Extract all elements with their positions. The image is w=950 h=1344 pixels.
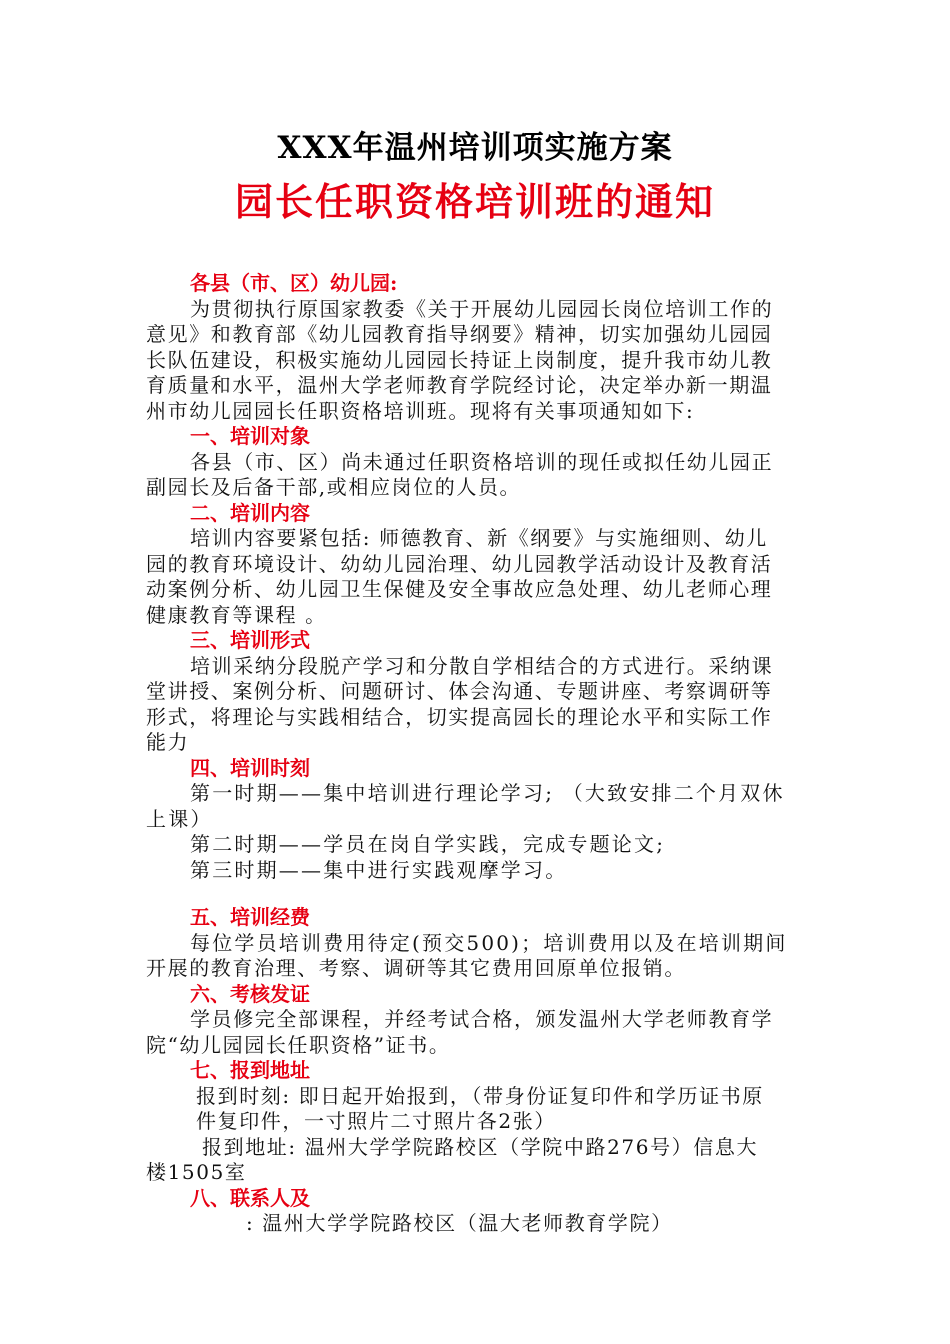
document-title: XXX年温州培训项实施方案	[277, 130, 673, 166]
section-5-line: 每位学员培训费用待定(预交500)；培训费用以及在培训期间	[190, 930, 788, 955]
intro-line: 意见》和教育部《幼儿园教育指导纲要》精神，切实加强幼儿园园	[146, 322, 773, 346]
section-6-line: 院“幼儿园园长任职资格”证书。	[146, 1032, 451, 1057]
section-3-line: 形式，将理论与实践相结合，切实提高园长的理论水平和实际工作	[146, 704, 773, 729]
section-heading-4: 四、培训时刻	[190, 755, 310, 780]
section-2-line: 园的教育环境设计、幼幼儿园治理、幼儿园教学活动设计及教育活	[146, 551, 773, 576]
section-heading-8: 八、联系人及	[190, 1185, 310, 1210]
section-4-line: 第三时期——集中进行实践观摩学习。	[190, 857, 568, 882]
section-heading-6: 六、考核发证	[190, 981, 310, 1006]
section-2-line: 健康教育等课程 。	[146, 602, 327, 627]
section-heading-5: 五、培训经费	[190, 905, 310, 929]
intro-line: 为贯彻执行原国家教委《关于开展幼儿园园长岗位培训工作的	[190, 296, 774, 321]
document-body	[146, 271, 806, 1237]
document-subtitle: 园长任职资格培训班的通知	[234, 179, 715, 224]
section-4-line: 第二时期——学员在岗自学实践，完成专题论文;	[190, 832, 666, 856]
section-heading-7: 七、报到地址	[190, 1058, 310, 1082]
section-7-line: 件复印件，一寸照片二寸照片各2张）	[196, 1109, 556, 1133]
section-1-line: 副园长及后备干部,或相应岗位的人员。	[146, 475, 522, 499]
intro-line: 长队伍建设，积极实施幼儿园园长持证上岗制度，提升我市幼儿教	[146, 347, 773, 372]
section-4-line: 第一时期——集中培训进行理论学习; （大致安排二个月双休	[190, 781, 785, 805]
section-5-line: 开展的教育治理、考察、调研等其它费用回原单位报销。	[146, 956, 686, 980]
section-7-line: 楼1505室	[146, 1160, 247, 1184]
section-heading-1: 一、培训对象	[190, 424, 310, 448]
section-8-line: : 温州大学学院路校区（温大老师教育学院）	[246, 1211, 673, 1235]
section-3-line: 能力	[146, 730, 190, 754]
salutation: 各县（市、区）幼儿园:	[190, 271, 398, 295]
section-7-line: 报到地址: 温州大学学院路校区（学院中路276号）信息大	[202, 1134, 759, 1159]
section-4-line: 上课）	[146, 806, 213, 831]
section-7-line: 报到时刻: 即日起开始报到，（带身份证复印件和学历证书原	[196, 1083, 764, 1108]
section-2-line: 培训内容要紧包括: 师德教育、新《纲要》与实施细则、幼儿	[190, 526, 768, 550]
intro-line: 州市幼儿园园长任职资格培训班。现将有关事项通知如下:	[146, 398, 695, 423]
section-heading-2: 二、培训内容	[190, 500, 310, 525]
section-1-line: 各县（市、区）尚未通过任职资格培训的现任或拟任幼儿园正	[190, 449, 774, 474]
section-3-line: 堂讲授、案例分析、问题研讨、体会沟通、专题讲座、考察调研等	[146, 679, 773, 703]
section-3-line: 培训采纳分段脱产学习和分散自学相结合的方式进行。采纳课	[190, 653, 774, 678]
section-2-line: 动案例分析、幼儿园卫生保健及安全事故应急处理、幼儿老师心理	[146, 577, 773, 601]
intro-line: 育质量和水平，温州大学老师教育学院经讨论，决定举办新一期温	[146, 373, 773, 397]
section-heading-3: 三、培训形式	[190, 628, 310, 652]
section-6-line: 学员修完全部课程，并经考试合格，颁发温州大学老师教育学	[190, 1007, 774, 1031]
spacer	[146, 883, 806, 905]
